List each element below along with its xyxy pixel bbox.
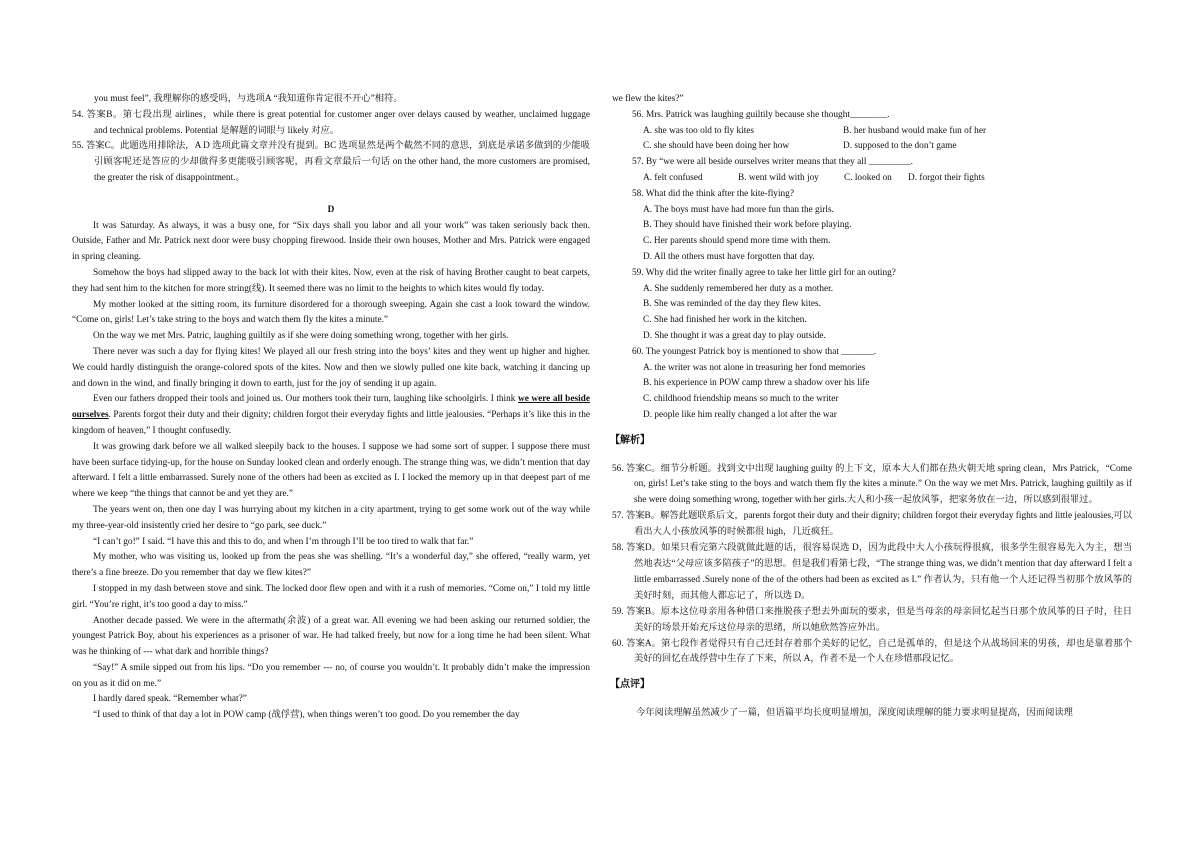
left-column	[72, 92, 590, 724]
comment-heading: 【点评】	[610, 679, 650, 691]
option: A. felt confused	[643, 172, 703, 183]
question-56-options-cd	[612, 139, 1132, 155]
question-57: 57. By “we were all beside ourselves writer means that they all _________.	[632, 157, 913, 168]
text-before: Even our fathers dropped their tools and joined us. Our mothers took their turn, laughing like schoolgirls. I think	[93, 394, 518, 405]
question-56: 56. Mrs. Patrick was laughing guiltily because she thought________.	[632, 109, 890, 120]
question-58: 58. What did the think after the kite-flying?	[632, 188, 794, 199]
explanation-59: 59. 答案B。原本这位母亲用各种借口来推脱孩子想去外面玩的要求，但是当母亲的母亲回忆起当日那个放风筝的日子时，往日美好的场景开始充斥这位母亲的思绪，所以她欣然答应外出。	[612, 606, 1132, 633]
explanation-60: 60. 答案A。第七段作者觉得只有自己还封存着那个美好的记忆，自己是孤单的，但是这个从战场回来的男孩，却也是靠着那个美好的回忆在战俘营中生存了下来，所以 A，作者不是一个人在珍惜那段记忆。	[612, 638, 1132, 665]
explanation-57: 57. 答案B。解答此题联系后文，parents forgot their duty and their dignity; children forgot their everyday fights and little jealousies,可以看出大人小孩放风筝的时候都很 high，几近疯狂。	[612, 511, 1132, 538]
text-after: . Parents forgot their duty and their dignity; children forgot their everyday fights and little jealousies. “Perhaps it’s like this in the kingdom of heaven,” I thought confusedly.	[72, 410, 590, 436]
option: C. she should have been doing her how	[643, 141, 790, 152]
passage-paragraph: “I used to think of that day a lot in POW camp (战俘营), when things weren’t too good. Do you remember the day	[93, 710, 520, 721]
analysis-heading: 【解析】	[610, 434, 650, 446]
option: B. She was reminded of the day they flew kites.	[643, 299, 821, 310]
option: D. forgot their fights	[908, 172, 985, 183]
passage-continuation: we flew the kites?”	[612, 94, 684, 104]
option: B. They should have finished their work before playing.	[643, 220, 852, 231]
prev-answer-tail: you must feel”, 我理解你的感受吗，与选项A “我知道你肯定很不开心”相符。	[94, 94, 403, 104]
option: D. people like him really changed a lot after the war	[643, 409, 837, 420]
question-59: 59. Why did the writer finally agree to take her little girl for an outing?	[632, 267, 896, 278]
option: A. She suddenly remembered her duty as a mother.	[643, 283, 834, 294]
passage-paragraph: There never was such a day for flying kites! We played all our fresh string into the boys’ kites and they went up higher and higher. We could hardly distinguish the orange-colored spots of the kites. Now and then we slowly pulled one kite back, watching it dancing up and down in the wind, and finally bringing it down to earth, just for the joy of sending it up again.	[72, 346, 590, 389]
option: A. she was too old to fly kites	[643, 125, 755, 136]
option: C. looked on	[844, 172, 892, 183]
option: D. supposed to the don’t game	[843, 141, 957, 152]
passage-paragraph: It was Saturday. As always, it was a busy one, for “Six days shall you labor and all your work” was taken seriously back then. Outside, Father and Mr. Patrick next door were busy chopping firewood. Inside their own houses, Mother and Mrs. Patrick were engaged in spring cleaning.	[72, 220, 590, 263]
passage-paragraph: Somehow the boys had slipped away to the back lot with their kites. Now, even at the risk of having Brother caught to beat carpets, they had sent him to the kitchen for more string(线). It seemed there was no limit to the heights to which kites would fly today.	[72, 267, 590, 294]
question-60: 60. The youngest Patrick boy is mentioned to show that _______.	[632, 346, 877, 357]
passage-heading: D	[327, 204, 335, 215]
option: D. All the others must have forgotten that day.	[643, 251, 815, 262]
explanation-56: 56. 答案C。细节分析题。找到文中出现 laughing guilty 的上下文，原本大人们都在热火朝天地 spring clean，Mrs Patrick，“Come on, girls! Let’s take sting to the boys and watch them fly the kites a minute.” On the way we met Mrs. Patrick, laughing guiltily as if she were doing something wrong, together with her girls.大人和小孩一起放风筝，把家务放在一边，所以感到很罪过。	[612, 463, 1132, 506]
passage-paragraph: Another decade passed. We were in the aftermath(余波) of a great war. All evening we had been asking our returned soldier, the youngest Patrick Boy, about his experiences as a prisoner of war. He had talked freely, but now for a long time he had been silent. What was he thinking of --- what dark and horrible things?	[72, 615, 590, 658]
comment-text: 今年阅读理解虽然减少了一篇，但语篇平均长度明显增加，深度阅读理解的能力要求明显提高，因而阅读理	[636, 708, 1073, 719]
passage-paragraph: My mother looked at the sitting room, its furniture disordered for a thorough sweeping. Again she cast a look toward the window. “Come on, girls! Let’s take string to the boys and watch them fly the kites a minute.”	[72, 299, 590, 326]
passage-paragraph: “Say!” A smile sipped out from his lips. “Do you remember --- no, of course you wouldn’t. It probably didn’t make the impression on you as it did on me.”	[72, 662, 590, 689]
option: A. The boys must have had more fun than the girls.	[643, 204, 834, 215]
option: B. her husband would make fun of her	[843, 125, 987, 136]
passage-paragraph-underline	[72, 392, 590, 439]
option: B. his experience in POW camp threw a shadow over his life	[643, 378, 870, 389]
passage-paragraph: It was growing dark before we all walked sleepily back to the houses. I suppose we had some sort of supper. I suppose there must have been surface tidying-up, for the house on Sunday looked clean and orderly enough. The strange thing was, we didn’t mention that day afterward. I felt a little embarrassed. Surely none of the others had been as excited as I. I locked the memory up in that deepest part of me where we keep “the things that cannot be and yet they are.”	[72, 441, 590, 500]
answer-55: 55. 答案C。此题选用排除法，A D 选项此篇文章并没有提到。BC 选项显然是两个截然不同的意思，到底是承诺多做到的少能吸引顾客呢还是答应的少却做得多更能吸引顾客呢，再看文章最后一句话 on the other hand, the more customers are promised, the greater the risk of disappointment.。	[72, 141, 590, 183]
underlined-phrase: we were all beside ourselves	[72, 394, 590, 421]
option: C. She had finished her work in the kitchen.	[643, 315, 807, 326]
question-56-options-ab	[612, 124, 1132, 140]
passage-paragraph: The years went on, then one day I was hurrying about my kitchen in a city apartment, trying to get some work out of the way while my three-year-old insistently cried her desire to “go park, see duck.”	[72, 504, 590, 531]
passage-paragraph: I stopped in my dash between stove and sink. The locked door flew open and with it a rush of memories. “Come on,” I told my little girl. “You’re right, it’s too good a day to miss.”	[72, 583, 590, 610]
explanation-58: 58. 答案D。如果只看完第六段就做此题的话，很容易误选 D，因为此段中大人小孩玩得很疯，很多学生很容易先入为主，想当然地表达“父母应该多陪孩子”的思想。但是我们看第七段，“The strange thing was, we didn’t mention that day afterward I felt a little embarrassed .Surely none of the of the others had been as excited as I.” 作者认为，只有他一个人还记得当初那个放风筝的美好时刻，而其他人都忘记了，所以选 D。	[612, 543, 1132, 601]
option: D. She thought it was a great day to play outside.	[643, 330, 826, 341]
option: B. went wild with joy	[738, 172, 819, 183]
answer-54: 54. 答案B。第七段出现 airlines，while there is great potential for customer anger over delays caused by weather, unclaimed luggage and technical problems. Potential 是解题的词眼与 likely 对应。	[72, 109, 590, 136]
passage-paragraph: On the way we met Mrs. Patric, laughing guiltily as if she were doing something wrong, together with her girls.	[93, 331, 509, 342]
option: C. childhood friendship means so much to the writer	[643, 394, 839, 405]
passage-paragraph: I hardly dared speak. “Remember what?”	[93, 694, 247, 705]
right-column	[612, 92, 1132, 722]
option: A. the writer was not alone in treasuring her fond memories	[643, 362, 866, 373]
option: C. Her parents should spend more time with them.	[643, 236, 831, 247]
passage-paragraph: My mother, who was visiting us, looked up from the peas she was shelling. “It’s a wonderful day,” she offered, “really warm, yet there’s a fine breeze. Do you remember that day we flew kites?”	[72, 552, 590, 579]
question-57-options	[612, 171, 1132, 187]
passage-paragraph: “I can’t go!” I said. “I have this and this to do, and when I’m through I’ll be too tired to walk that far.”	[93, 536, 474, 547]
